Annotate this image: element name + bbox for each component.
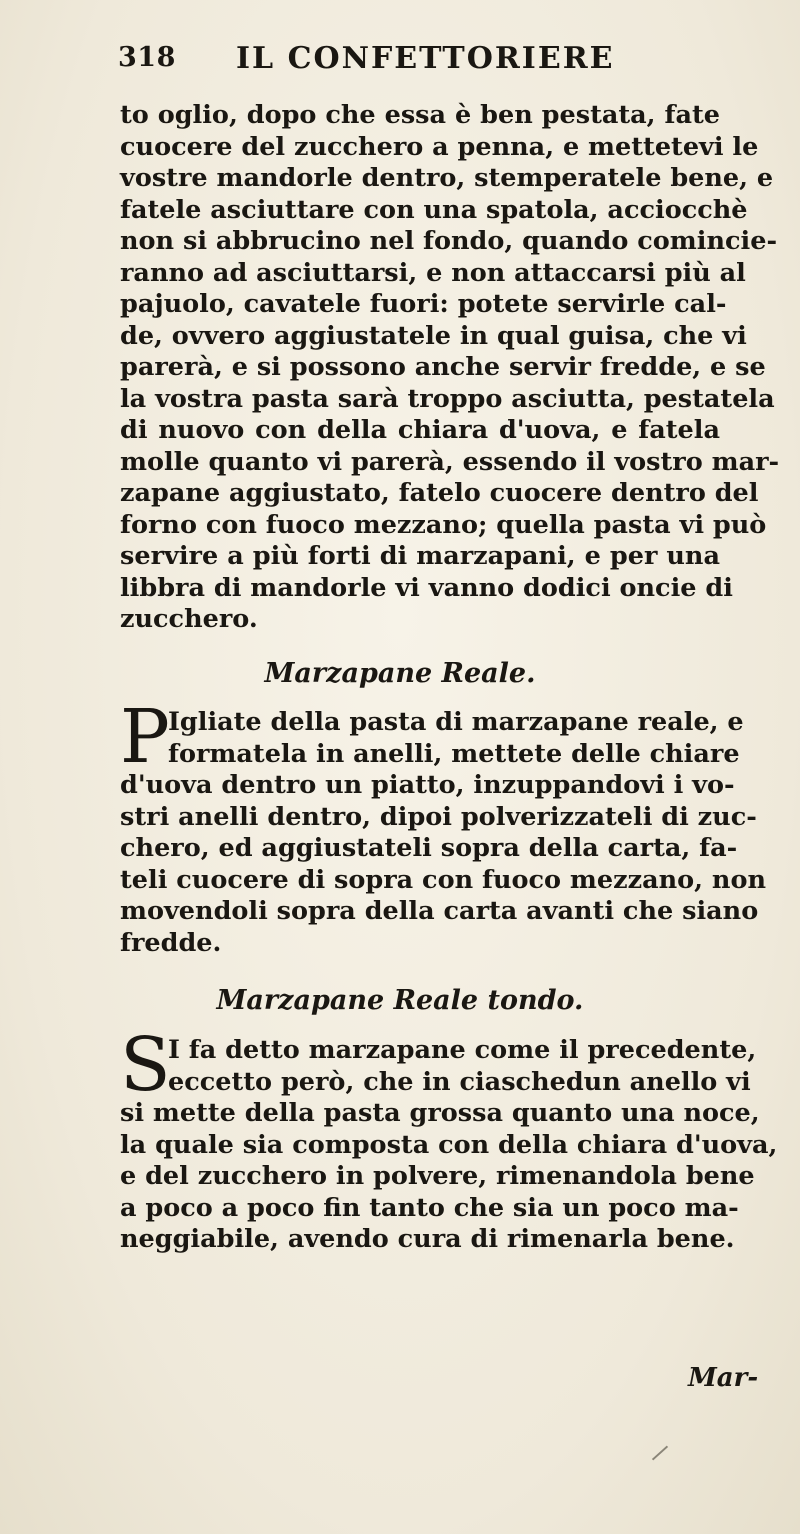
text-line: cuocere del zucchero a penna, e mettetevi le bbox=[120, 131, 759, 162]
text-line: e del zucchero in polvere, rimenandola bene bbox=[120, 1161, 755, 1191]
text-line: la quale sia composta con della chiara d'uova, bbox=[120, 1129, 778, 1160]
text-line: la vostra pasta sarà troppo asciutta, pestatela bbox=[120, 383, 775, 414]
text-line: parerà, e si possono anche servir fredde, e se bbox=[120, 352, 766, 382]
text-line: teli cuocere di sopra con fuoco mezzano, non bbox=[120, 864, 767, 895]
section-heading: Marzapane Reale tondo. bbox=[216, 985, 584, 1016]
text-line: neggiabile, avendo cura di rimenarla bene. bbox=[120, 1224, 735, 1254]
text-line: di nuovo con della chiara d'uova, e fatela bbox=[120, 415, 720, 445]
text-line: vostre mandorle dentro, stemperatele bene, e bbox=[120, 163, 774, 193]
text-line: chero, ed aggiustateli sopra della carta, fa- bbox=[120, 833, 738, 863]
text-line: de, ovvero aggiustatele in qual guisa, che vi bbox=[120, 320, 747, 351]
text-line: fatele asciuttare con una spatola, acciocchè bbox=[120, 194, 748, 225]
drop-cap: P bbox=[120, 694, 170, 780]
text-line: zucchero. bbox=[120, 604, 258, 634]
text-line: Igliate della pasta di marzapane reale, e bbox=[168, 707, 744, 737]
drop-cap: S bbox=[120, 1022, 171, 1108]
recipe-paragraph bbox=[120, 707, 767, 959]
text-line: to oglio, dopo che essa è ben pestata, fate bbox=[120, 100, 720, 130]
text-line: fredde. bbox=[120, 927, 222, 958]
running-head: IL CONFETTORIERE bbox=[236, 41, 615, 76]
text-line: a poco a poco fin tanto che sia un poco ma- bbox=[120, 1192, 739, 1223]
text-line: d'uova dentro un piatto, inzuppandovi i vo- bbox=[120, 770, 735, 800]
recipe-paragraph bbox=[120, 1035, 778, 1256]
text-line: pajuolo, cavatele fuori: potete servirle cal- bbox=[120, 289, 727, 319]
text-line: non si abbrucino nel fondo, quando comincie- bbox=[120, 226, 778, 256]
catchword: Mar- bbox=[688, 1363, 759, 1393]
text-line: ranno ad asciuttarsi, e non attaccarsi più al bbox=[120, 257, 746, 288]
paragraph-continuation bbox=[120, 100, 780, 636]
page-number: 318 bbox=[118, 42, 176, 73]
text-line: molle quanto vi parerà, essendo il vostro mar- bbox=[120, 446, 780, 477]
text-line: movendoli sopra della carta avanti che siano bbox=[120, 896, 759, 926]
text-line: I fa detto marzapane come il precedente, bbox=[168, 1035, 757, 1065]
text-line: libbra di mandorle vi vanno dodici oncie di bbox=[120, 572, 733, 603]
text-line: servire a più forti di marzapani, e per una bbox=[120, 541, 720, 571]
text-line: zapane aggiustato, fatelo cuocere dentro del bbox=[120, 478, 759, 508]
text-line: formatela in anelli, mettete delle chiare bbox=[168, 738, 740, 769]
pencil-mark bbox=[652, 1446, 668, 1461]
page-header bbox=[118, 42, 718, 82]
text-line: si mette della pasta grossa quanto una noce, bbox=[120, 1098, 760, 1128]
text-line: forno con fuoco mezzano; quella pasta vi può bbox=[120, 509, 767, 540]
text-line: stri anelli dentro, dipoi polverizzateli di zuc- bbox=[120, 801, 757, 832]
section-heading: Marzapane Reale. bbox=[264, 658, 536, 689]
text-line: eccetto però, che in ciaschedun anello vi bbox=[168, 1066, 751, 1097]
